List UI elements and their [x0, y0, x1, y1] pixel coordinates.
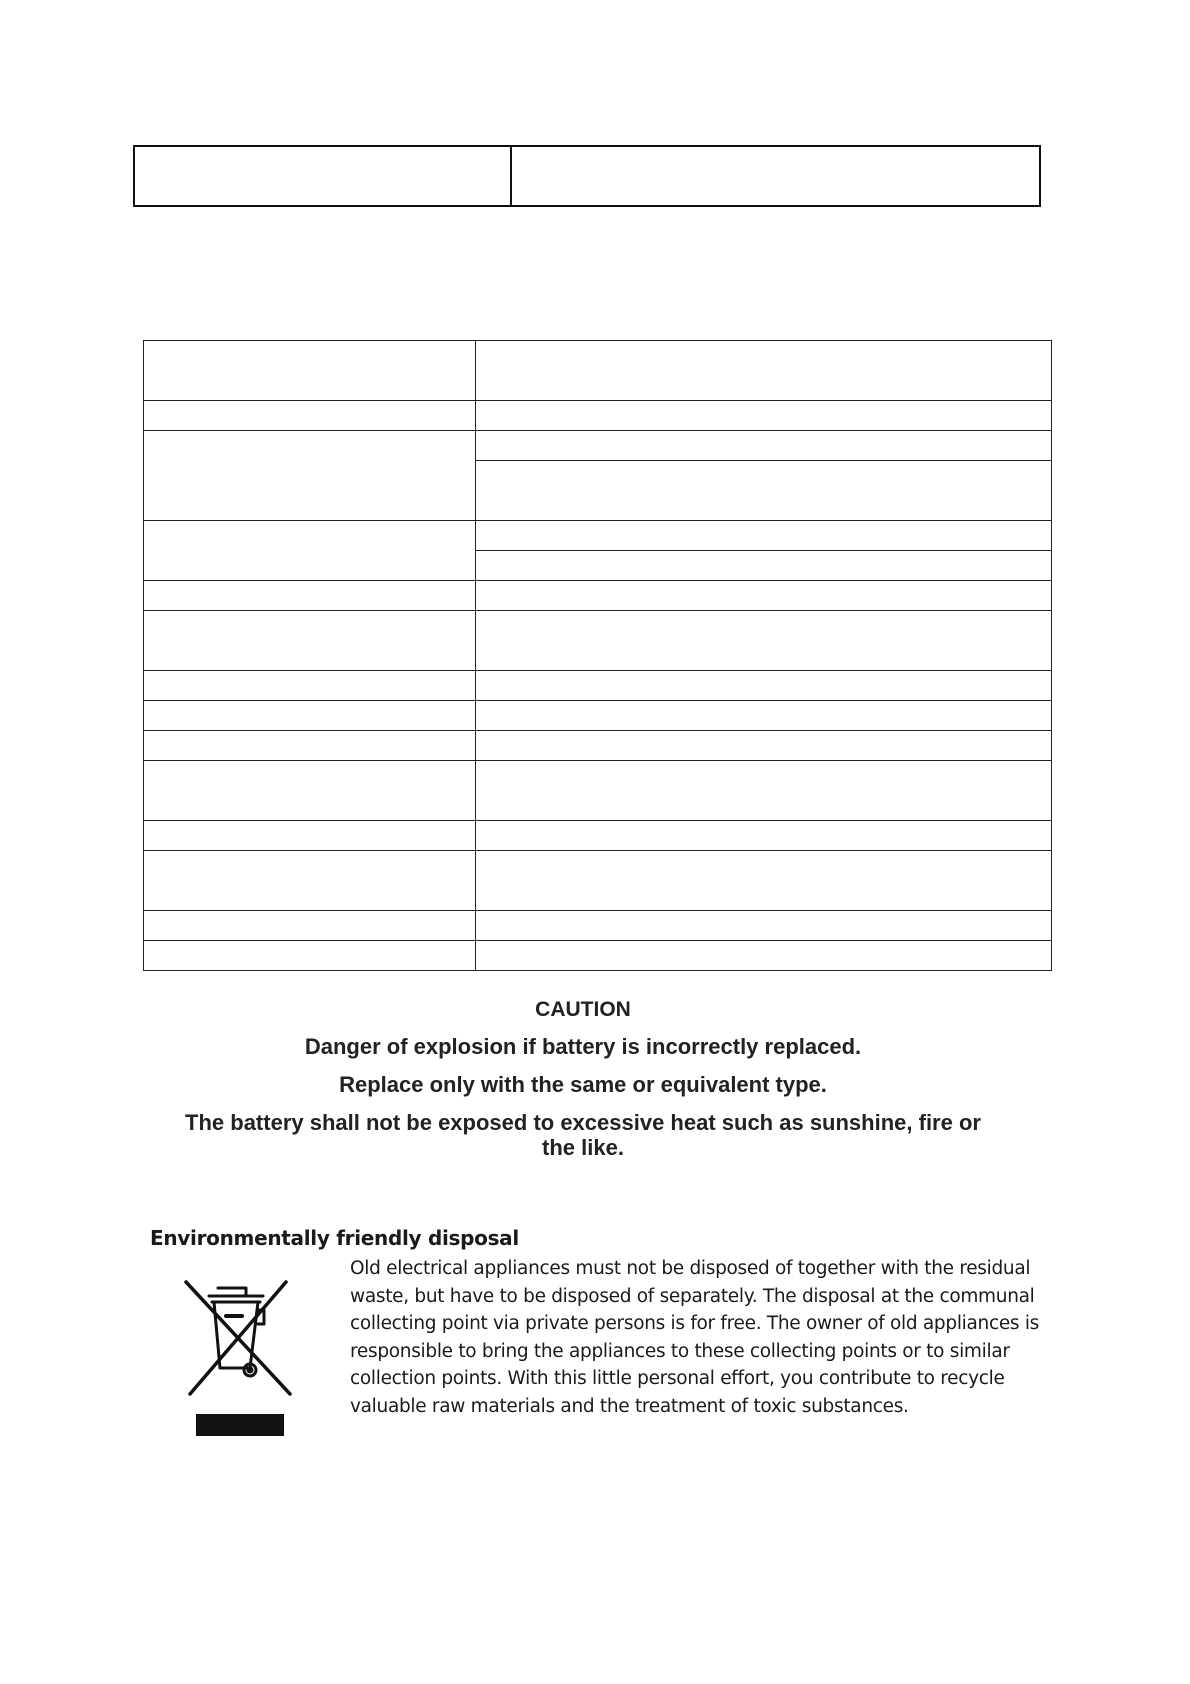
disposal-line: valuable raw materials and the treatment of toxic substances.: [350, 1395, 909, 1417]
table-row: [144, 731, 1052, 761]
table-cell: [476, 821, 1052, 851]
disposal-line: Old electrical appliances must not be disposed of together with the residual: [350, 1258, 1031, 1279]
table-cell: [144, 401, 476, 431]
table-row: [144, 671, 1052, 701]
header-table-cell-right: [512, 147, 1039, 205]
table-row: [144, 911, 1052, 941]
table-row: [144, 851, 1052, 911]
caution-notice: [143, 998, 1023, 1172]
table-cell: [144, 671, 476, 701]
header-table: [133, 145, 1041, 207]
table-cell: [144, 521, 476, 581]
table-cell: [144, 701, 476, 731]
specification-table: [143, 340, 1052, 971]
table-row: [144, 611, 1052, 671]
disposal-line: waste, but have to be disposed of separately. The disposal at the communal: [350, 1285, 1035, 1307]
caution-title: CAUTION: [535, 998, 631, 1021]
table-cell: [476, 761, 1052, 821]
table-cell: [476, 851, 1052, 911]
disposal-heading: Environmentally friendly disposal: [150, 1226, 519, 1250]
table-cell: [476, 551, 1052, 581]
table-row: [144, 821, 1052, 851]
table-cell: [144, 341, 476, 401]
table-row: [144, 401, 1052, 431]
table-cell: [144, 941, 476, 971]
table-row: [144, 431, 1052, 461]
table-cell: [144, 611, 476, 671]
header-table-cell-left: [135, 147, 512, 205]
table-cell: [476, 521, 1052, 551]
table-cell: [476, 341, 1052, 401]
table-cell: [144, 431, 476, 521]
table-cell: [476, 731, 1052, 761]
disposal-line: collection points. With this little personal effort, you contribute to recycle: [350, 1368, 1005, 1389]
caution-line-heat-part1: The battery shall not be exposed to excessive heat such as sunshine, fire or: [185, 1110, 981, 1135]
table-cell: [144, 761, 476, 821]
disposal-line: responsible to bring the appliances to these collecting points or to similar: [350, 1340, 1010, 1362]
table-cell: [476, 911, 1052, 941]
table-cell: [476, 581, 1052, 611]
table-cell: [476, 611, 1052, 671]
table-row: [144, 941, 1052, 971]
table-cell: [144, 911, 476, 941]
table-cell: [476, 431, 1052, 461]
table-row: [144, 521, 1052, 551]
crossed-out-wheelie-bin-icon: [182, 1276, 294, 1436]
table-cell: [476, 941, 1052, 971]
caution-line-explosion: Danger of explosion if battery is incorrectly replaced.: [304, 1034, 862, 1059]
table-cell: [476, 701, 1052, 731]
caution-line-heat-part2: the like.: [542, 1135, 624, 1160]
table-cell: [476, 401, 1052, 431]
table-cell: [144, 581, 476, 611]
table-cell: [144, 821, 476, 851]
table-cell: [144, 731, 476, 761]
caution-line-replace: Replace only with the same or equivalent type.: [339, 1072, 827, 1097]
table-cell: [476, 671, 1052, 701]
table-row: [144, 581, 1052, 611]
table-row: [144, 341, 1052, 401]
disposal-paragraph: [350, 1255, 1050, 1420]
table-cell: [144, 851, 476, 911]
disposal-line: collecting point via private persons is for free. The owner of old appliances is: [350, 1313, 1040, 1334]
table-row: [144, 701, 1052, 731]
caution-line-heat: [143, 1110, 1023, 1160]
table-cell: [476, 461, 1052, 521]
table-row: [144, 761, 1052, 821]
